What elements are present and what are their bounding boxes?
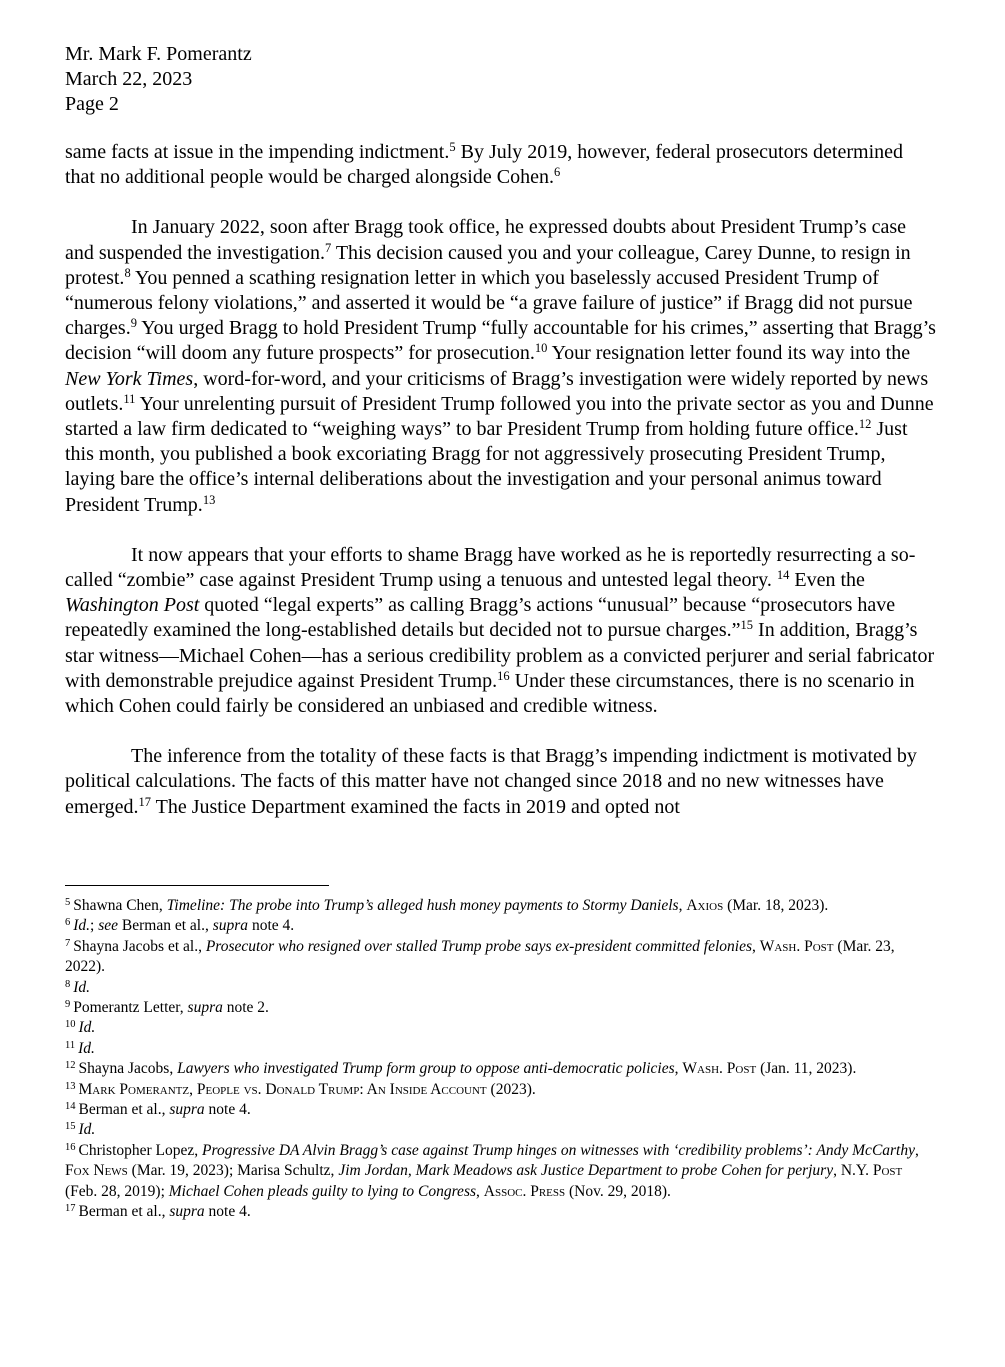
text-run: The Justice Department examined the facts in 2019 and opted not xyxy=(151,795,680,818)
text-run: In addition, Bragg’s star witness—Michael Cohen—has a serious credibility problem as a convicted perjurer and serial fabricator with demonstrable prejudice against President Trump. xyxy=(65,619,935,692)
recipient-name: Mr. Mark F. Pomerantz xyxy=(65,43,252,65)
footnote-17 xyxy=(65,1202,937,1222)
footnote-10 xyxy=(65,1018,937,1038)
text-run: ; xyxy=(90,917,99,935)
text-run: Even the xyxy=(789,569,865,592)
text-run: Berman et al., xyxy=(78,1203,170,1221)
footnote-number: 8 xyxy=(65,978,71,990)
page-number: Page 2 xyxy=(65,93,119,115)
text-run: note 2. xyxy=(222,999,269,1017)
footnote-ref: 12 xyxy=(858,417,872,432)
text-run: (Mar. 18, 2023). xyxy=(723,897,829,914)
footnote-number: 14 xyxy=(65,1101,76,1113)
text-run: (Jan. 11, 2023). xyxy=(756,1060,857,1078)
text-run: Pomerantz Letter, xyxy=(73,999,188,1017)
letter-body xyxy=(65,140,937,820)
article-title: Lawyers who investigated Trump form group to oppose anti-democratic policies xyxy=(177,1060,675,1078)
footnote-number: 13 xyxy=(65,1080,76,1092)
footnotes xyxy=(65,896,937,1223)
footnote-11 xyxy=(65,1039,937,1059)
outlet-name: Wash. Post xyxy=(759,937,834,955)
outlet-name: Wash. Post xyxy=(682,1060,757,1078)
paragraph-4 xyxy=(65,744,937,820)
footnote-6 xyxy=(65,916,937,936)
footnote-ref: 7 xyxy=(324,240,332,255)
footnote-ref: 5 xyxy=(449,140,456,154)
text-run: (2023). xyxy=(486,1080,536,1098)
footnote-ref: 14 xyxy=(776,568,790,583)
text-run: , xyxy=(476,1182,484,1200)
footnote-5 xyxy=(65,896,937,916)
article-title: Timeline: The probe into Trump’s alleged hush money payments to Stormy Daniels xyxy=(166,897,679,914)
text-run: You urged Bragg to hold President Trump “fully accountable for his crimes,” asserting that Bragg’s decision “will doom any future prospects” for prosecution. xyxy=(65,317,936,365)
supra-cite: supra xyxy=(187,999,223,1017)
footnote-ref: 15 xyxy=(740,618,754,633)
footnote-8 xyxy=(65,978,937,998)
text-run: note 4. xyxy=(204,1203,251,1221)
footnote-number: 15 xyxy=(65,1121,76,1133)
outlet-name: Fox News xyxy=(65,1162,128,1180)
outlet-name: Post xyxy=(872,1162,903,1180)
text-run: Your unrelenting pursuit of President Trump followed you into the private sector as you and Dunne started a law firm dedicated to “weighing ways” to bar President Trump from holding future office. xyxy=(65,392,934,441)
paragraph-3 xyxy=(65,543,937,719)
text-run: , word-for-word, and your criticisms of Bragg’s investigation were widely reported by news outlets. xyxy=(65,367,929,415)
text-run: This decision caused you and your colleague, Carey Dunne, to resign in protest. xyxy=(65,241,911,289)
text-run: (Mar. 23, 2022). xyxy=(65,937,895,976)
paragraph-1 xyxy=(65,140,937,190)
id-cite: Id. xyxy=(78,1121,96,1139)
text-run: , xyxy=(678,897,687,914)
text-run: You penned a scathing resignation letter in which you baselessly accused President Trump of “numerous felony violations,” and asserted it would be “a grave failure of justice” if Bragg did not pursue charges. xyxy=(65,266,913,340)
text-run: Your resignation letter found its way into the xyxy=(547,342,911,365)
footnote-14 xyxy=(65,1100,937,1120)
book-title: Mark Pomerantz, People vs. Donald Trump: An Inside Account xyxy=(78,1080,487,1098)
footnote-ref: 8 xyxy=(124,265,131,280)
text-run: The inference from the totality of these facts is that Bragg’s impending indictment is motivated by political calculations. The facts of this matter have not changed since 2018 and no new witnesses have emerged. xyxy=(65,745,917,818)
text-run: same facts at issue in the impending indictment. xyxy=(65,141,450,163)
letter-date: March 22, 2023 xyxy=(65,68,193,90)
paragraph-2 xyxy=(65,215,937,517)
publication-name: Washington Post xyxy=(65,594,200,617)
footnote-ref: 11 xyxy=(123,391,136,406)
footnote-ref: 6 xyxy=(553,165,561,180)
text-run: quoted “legal experts” as calling Bragg’s actions “unusual” because “prosecutors have repeatedly examined the long-established details but decided not to pursue charges.” xyxy=(65,594,896,642)
footnote-16 xyxy=(65,1141,937,1202)
text-run: (Mar. 19, 2023); Marisa Schultz, xyxy=(127,1162,339,1180)
text-run: Just this month, you published a book excoriating Bragg for not aggressively prosecuting President Trump, laying bare the office’s internal deliberations about the investigation and your personal animus toward President Trump. xyxy=(65,418,908,516)
text-run: In January 2022, soon after Bragg took office, he expressed doubts about President Trump’s case and suspended the investigation. xyxy=(65,216,907,264)
signal: see xyxy=(98,917,119,935)
footnote-number: 5 xyxy=(65,897,71,908)
footnote-number: 6 xyxy=(65,917,71,929)
footnote-number: 10 xyxy=(65,1019,76,1031)
id-cite: Id. xyxy=(73,917,91,935)
footnote-13 xyxy=(65,1080,937,1100)
text-run: Under these circumstances, there is no scenario in which Cohen could fairly be considered an unbiased and credible witness. xyxy=(65,669,915,718)
text-run: It now appears that your efforts to shame Bragg have worked as he is reportedly resurrecting a so-called “zombie” case against President Trump using a tenuous and untested legal theory. xyxy=(65,543,916,592)
text-run: Christopher Lopez, xyxy=(78,1141,203,1159)
outlet-name: Assoc. Press xyxy=(483,1182,566,1200)
footnote-number: 16 xyxy=(65,1141,76,1153)
text-run: , xyxy=(915,1141,919,1159)
footnote-ref: 16 xyxy=(497,668,510,683)
footnote-15 xyxy=(65,1120,937,1140)
id-cite: Id. xyxy=(73,978,91,996)
article-title: Prosecutor who resigned over stalled Trump probe says ex-president committed felonies xyxy=(205,937,752,955)
footnote-number: 17 xyxy=(65,1203,76,1215)
article-title: Jim Jordan, Mark Meadows ask Justice Department to probe Cohen for perjury xyxy=(338,1162,834,1180)
text-run: Shawna Chen, xyxy=(73,897,167,914)
footnote-number: 11 xyxy=(65,1039,76,1051)
footnote-ref: 17 xyxy=(138,794,151,809)
footnote-number: 7 xyxy=(65,937,71,949)
footnote-number: 12 xyxy=(65,1060,76,1072)
text-run: , xyxy=(674,1060,683,1078)
text-run: note 4. xyxy=(204,1101,251,1119)
footnote-separator xyxy=(65,885,329,886)
text-run: Shayna Jacobs et al., xyxy=(73,937,206,955)
article-title: Michael Cohen pleads guilty to lying to Congress xyxy=(168,1182,477,1200)
footnote-12 xyxy=(65,1059,937,1079)
footnote-7 xyxy=(65,937,937,978)
footnote-ref: 9 xyxy=(130,316,137,331)
footnote-ref: 10 xyxy=(534,341,548,356)
text-run: , xyxy=(751,937,760,955)
text-run: Shayna Jacobs, xyxy=(78,1060,178,1078)
text-run: (Feb. 28, 2019); xyxy=(65,1182,169,1200)
footnote-ref: 13 xyxy=(202,492,216,507)
supra-cite: supra xyxy=(169,1101,205,1119)
text-run: (Nov. 29, 2018). xyxy=(565,1182,671,1200)
text-run: note 4. xyxy=(248,917,295,935)
supra-cite: supra xyxy=(169,1203,205,1221)
article-title: Progressive DA Alvin Bragg’s case against Trump hinges on witnesses with ‘credibility problems’: Andy McCarthy xyxy=(202,1141,915,1159)
text-run: Berman et al., xyxy=(118,917,213,935)
footnote-number: 9 xyxy=(65,999,71,1011)
id-cite: Id. xyxy=(78,1039,95,1057)
outlet-name: Axios xyxy=(686,897,724,914)
publication-name: New York Times xyxy=(65,367,194,390)
supra-cite: supra xyxy=(212,917,249,935)
text-run: Berman et al., xyxy=(78,1101,170,1119)
letter-header xyxy=(65,42,252,117)
id-cite: Id. xyxy=(78,1019,96,1037)
text-run: By July 2019, however, federal prosecutors determined that no additional people would be charged alongside Cohen. xyxy=(65,141,904,189)
footnote-9 xyxy=(65,998,937,1018)
text-run: , N.Y. xyxy=(833,1162,873,1180)
